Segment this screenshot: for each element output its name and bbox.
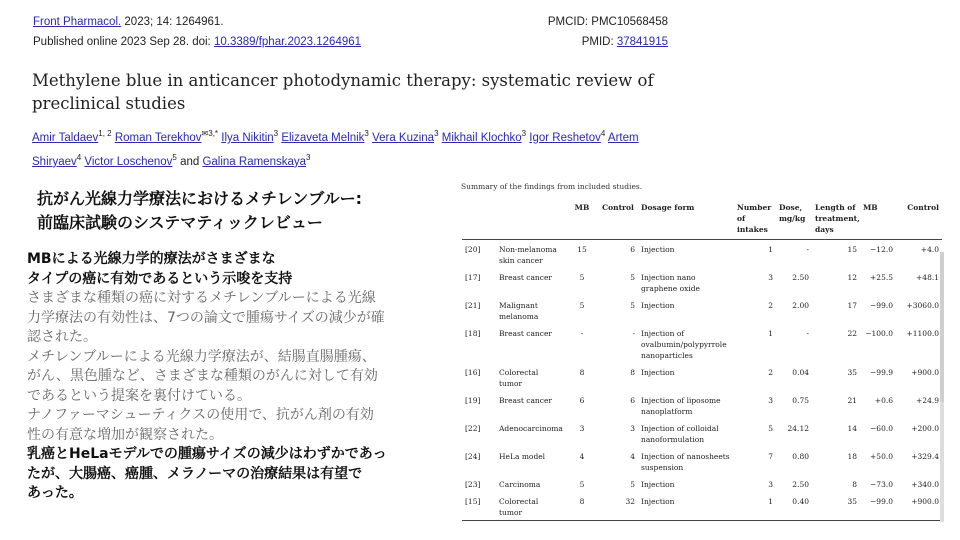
cell-control-change: +48.1 bbox=[916, 273, 939, 282]
cell-ref: [17] bbox=[465, 273, 481, 282]
cell-mb-n: 3 bbox=[579, 424, 585, 433]
cell-ref: [23] bbox=[465, 480, 481, 489]
cell-control-n: 5 bbox=[630, 301, 635, 310]
author-link[interactable]: Ilya Nikitin bbox=[221, 131, 274, 144]
cell-mb-n: - bbox=[580, 329, 584, 338]
header-intakes: Number of intakes bbox=[734, 198, 776, 240]
table-row bbox=[462, 268, 942, 296]
cell-dose: 2.00 bbox=[792, 301, 809, 310]
cell-length: 17 bbox=[847, 301, 857, 310]
table-row bbox=[462, 447, 942, 475]
cell-mb-n: 5 bbox=[579, 301, 585, 310]
cell-mb-n: 5 bbox=[579, 273, 585, 282]
published-text: Published online 2023 Sep 28. doi: bbox=[33, 36, 214, 48]
cell-control-change: +3060.0 bbox=[906, 301, 939, 310]
summary-line: メチレンブルーによる光線力学療法が、結腸直腸腫瘍、 bbox=[27, 348, 376, 365]
cell-mb-n: 8 bbox=[566, 492, 598, 521]
summary-highlight-line: あった。 bbox=[27, 485, 83, 501]
cell-mb-change: −73.0 bbox=[870, 480, 893, 489]
findings-table bbox=[462, 198, 942, 521]
cell-control-n: - bbox=[632, 329, 635, 338]
summary-line: 性の有意な増加が観察された。 bbox=[27, 426, 223, 443]
cell-ref: [20] bbox=[465, 245, 481, 254]
summary-line: がん、黒色腫など、さまざまな種類のがんに対して有効 bbox=[27, 368, 378, 384]
pmcid: PMCID: PMC10568458 bbox=[547, 16, 668, 28]
cell-length: 35 bbox=[812, 492, 860, 521]
header-control-change: Control bbox=[896, 198, 942, 240]
table-row bbox=[462, 419, 942, 447]
cell-dosage-form: Injection bbox=[641, 480, 675, 489]
cell-model: Breast cancer bbox=[499, 329, 552, 338]
cell-control-n: 32 bbox=[598, 492, 638, 521]
cell-control-change: +900.0 bbox=[911, 368, 939, 377]
cell-dose: 24.12 bbox=[787, 424, 809, 433]
cell-control-change: +900.0 bbox=[896, 492, 942, 521]
summary-line: さまざまな種類の癌に対するメチレンブルーによる光線 bbox=[27, 290, 376, 306]
author-link[interactable]: Galina Ramenskaya bbox=[202, 155, 307, 168]
header-mb-n: MB bbox=[566, 198, 598, 240]
summary-text bbox=[27, 250, 437, 504]
cell-dosage-form: Injection bbox=[638, 492, 734, 521]
cell-model: Malignant melanoma bbox=[499, 301, 539, 321]
cell-control-change: +340.0 bbox=[911, 480, 939, 489]
summary-line: であるという提案を裏付けている。 bbox=[27, 387, 251, 404]
cell-length: 35 bbox=[847, 368, 857, 377]
cell-dosage-form: Injection bbox=[641, 301, 675, 310]
cell-model: Non-melanoma skin cancer bbox=[499, 245, 557, 265]
cell-intakes: 1 bbox=[734, 492, 776, 521]
cell-model: Breast cancer bbox=[499, 273, 552, 282]
japanese-title bbox=[37, 187, 437, 235]
cell-ref: [21] bbox=[465, 301, 481, 310]
japanese-title-line: 前臨床試験のシステマティックレビュー bbox=[37, 213, 323, 232]
cell-length: 8 bbox=[852, 480, 857, 489]
japanese-title-line: 抗がん光線力学療法におけるメチレンブルー: bbox=[37, 189, 363, 208]
cell-mb-change: −12.0 bbox=[870, 245, 893, 254]
table-row bbox=[462, 296, 942, 324]
cell-model: HeLa model bbox=[499, 452, 546, 461]
table-body bbox=[462, 240, 942, 521]
cell-mb-change: −99.0 bbox=[870, 301, 893, 310]
cell-control-n: 5 bbox=[630, 273, 635, 282]
cell-control-n: 6 bbox=[630, 245, 635, 254]
cell-dosage-form: Injection bbox=[641, 368, 675, 377]
identifier-block bbox=[480, 12, 668, 52]
table-caption: Summary of the findings from included studies. bbox=[461, 182, 643, 191]
cell-control-change: +200.0 bbox=[911, 424, 939, 433]
cell-control-n: 6 bbox=[630, 396, 635, 405]
cell-mb-change: +50.0 bbox=[870, 452, 893, 461]
author-link[interactable]: Elizaveta Melnik bbox=[281, 131, 365, 144]
cell-intakes: 2 bbox=[768, 368, 773, 377]
cell-length: 14 bbox=[847, 424, 857, 433]
cell-ref: [18] bbox=[465, 329, 481, 338]
cell-mb-change: −100.0 bbox=[865, 329, 893, 338]
author-link[interactable]: Mikhail Klochko bbox=[441, 131, 522, 144]
cell-dosage-form: Injection nano graphene oxide bbox=[641, 273, 700, 293]
cell-dose: 0.75 bbox=[792, 396, 809, 405]
summary-highlight-line: タイプの癌に有効であるという示唆を支持 bbox=[27, 270, 293, 287]
affiliation-mark: 4 bbox=[600, 129, 606, 138]
affiliation-mark: 3 bbox=[273, 129, 279, 138]
affiliation-mark: 3 bbox=[364, 129, 369, 138]
author-link[interactable]: Artem Shiryaev bbox=[32, 131, 639, 168]
pmid-line bbox=[480, 32, 668, 52]
author-link[interactable]: Roman Terekhov bbox=[114, 131, 202, 144]
summary-line: 認された。 bbox=[27, 329, 97, 345]
cell-dosage-form: Injection of colloidal nanoformulation bbox=[641, 424, 719, 444]
author-link[interactable]: Victor Loschenov bbox=[84, 155, 173, 168]
cell-ref: [16] bbox=[465, 368, 481, 377]
summary-highlight-line: MBによる光線力学的療法がさまざまな bbox=[27, 251, 276, 267]
cell-mb-change: +25.5 bbox=[870, 273, 893, 282]
affiliation-mark: 4 bbox=[76, 152, 82, 162]
affiliation-mark: 3 bbox=[521, 129, 527, 138]
cell-model: Adenocarcinoma bbox=[499, 424, 563, 433]
summary-line: ナノファーマシューティクスの使用で、抗がん剤の有効 bbox=[27, 407, 374, 423]
pmid-label: PMID: bbox=[581, 36, 617, 48]
header-model bbox=[496, 198, 566, 240]
cell-length: 18 bbox=[847, 452, 857, 461]
cell-length: 12 bbox=[847, 273, 857, 282]
citation-text: 2023; 14: 1264961. bbox=[121, 16, 224, 28]
cell-dose: 2.50 bbox=[792, 273, 809, 282]
cell-mb-change: −60.0 bbox=[870, 424, 893, 433]
header-dose: Dose, mg/kg bbox=[776, 198, 812, 240]
cell-dose: 0.04 bbox=[792, 368, 809, 377]
summary-line: 力学療法の有効性は、7つの論文で腫瘍サイズの減少が確 bbox=[27, 309, 385, 326]
cell-mb-n: 4 bbox=[579, 452, 585, 461]
cell-control-n: 5 bbox=[630, 480, 635, 489]
cell-intakes: 7 bbox=[768, 452, 773, 461]
cell-intakes: 1 bbox=[768, 329, 773, 338]
affiliation-mark: 5 bbox=[172, 152, 177, 162]
cell-control-n: 3 bbox=[630, 424, 635, 433]
table-row bbox=[462, 391, 942, 419]
cell-length: 15 bbox=[847, 245, 857, 254]
table-row bbox=[462, 324, 942, 363]
affiliation-mark: 3 bbox=[306, 152, 311, 162]
author-list bbox=[32, 124, 682, 172]
cell-model: Colorectal tumor bbox=[496, 492, 566, 521]
cell-intakes: 1 bbox=[768, 245, 773, 254]
cell-intakes: 2 bbox=[768, 301, 773, 310]
cell-control-n: 4 bbox=[630, 452, 635, 461]
paper-title: Methylene blue in anticancer photodynamic therapy: systematic review of preclinical studies bbox=[32, 71, 654, 113]
cell-ref: [15] bbox=[462, 492, 496, 521]
published-line bbox=[33, 32, 433, 52]
cell-dosage-form: Injection of nanosheets suspension bbox=[641, 452, 730, 472]
affiliation-mark: 1, 2 bbox=[98, 129, 112, 138]
cell-dosage-form: Injection bbox=[641, 245, 675, 254]
cell-control-change: +1100.0 bbox=[906, 329, 939, 338]
cell-mb-change: +0.6 bbox=[874, 396, 893, 405]
header-ref bbox=[462, 198, 496, 240]
cell-dose: - bbox=[806, 245, 809, 254]
affiliation-mark: ✉3,* bbox=[201, 129, 219, 138]
author-link[interactable]: Vera Kuzina bbox=[372, 131, 435, 144]
cell-model: Breast cancer bbox=[499, 396, 552, 405]
cell-model: Carcinoma bbox=[499, 480, 541, 489]
table-row bbox=[462, 492, 942, 521]
cell-control-change: +24.9 bbox=[916, 396, 939, 405]
cell-dosage-form: Injection of ovalbumin/polypyrrole nanoparticles bbox=[641, 329, 727, 360]
cell-dose: 2.50 bbox=[792, 480, 809, 489]
summary-highlight-line: たが、大腸癌、癌腫、メラノーマの治療結果は有望で bbox=[27, 465, 363, 482]
cell-length: 22 bbox=[847, 329, 857, 338]
cell-mb-change: −99.0 bbox=[860, 492, 896, 521]
header-control-n: Control bbox=[598, 198, 638, 240]
author-separator: and bbox=[176, 155, 203, 168]
cell-ref: [22] bbox=[465, 424, 481, 433]
cell-intakes: 3 bbox=[768, 396, 773, 405]
cell-mb-n: 6 bbox=[579, 396, 585, 405]
table-row bbox=[462, 363, 942, 391]
header-dosage-form: Dosage form bbox=[638, 198, 734, 240]
cell-ref: [24] bbox=[465, 452, 481, 461]
cell-mb-change: −99.9 bbox=[870, 368, 893, 377]
cell-control-change: +329.4 bbox=[911, 452, 939, 461]
cell-mb-n: 5 bbox=[579, 480, 585, 489]
pmid-link[interactable]: 37841915 bbox=[616, 36, 668, 48]
header-mb-change: MB bbox=[860, 198, 896, 240]
cell-mb-n: 8 bbox=[579, 368, 585, 377]
cell-intakes: 5 bbox=[768, 424, 773, 433]
cell-intakes: 3 bbox=[768, 273, 773, 282]
citation-line bbox=[33, 12, 433, 32]
cell-mb-n: 15 bbox=[577, 245, 587, 254]
table-header-row bbox=[462, 198, 942, 240]
cell-ref: [19] bbox=[465, 396, 481, 405]
cell-model: Colorectal tumor bbox=[499, 368, 539, 388]
cell-dose: 0.80 bbox=[792, 452, 809, 461]
table-row bbox=[462, 475, 942, 492]
cell-control-n: 8 bbox=[630, 368, 635, 377]
cell-dose: - bbox=[806, 329, 809, 338]
summary-highlight-line: 乳癌とHeLaモデルでの腫瘍サイズの減少はわずかであっ bbox=[27, 446, 387, 462]
affiliation-mark: 3 bbox=[434, 129, 439, 138]
scrollbar-thumb[interactable] bbox=[940, 252, 944, 402]
citation-block bbox=[33, 12, 433, 52]
journal-link[interactable]: Front Pharmacol. bbox=[33, 16, 122, 28]
header-length: Length of treatment, days bbox=[812, 198, 860, 240]
author-link[interactable]: Igor Reshetov bbox=[529, 131, 601, 144]
doi-link[interactable]: 10.3389/fphar.2023.1264961 bbox=[213, 36, 362, 48]
table-row bbox=[462, 240, 942, 269]
cell-intakes: 3 bbox=[768, 480, 773, 489]
cell-control-change: +4.0 bbox=[920, 245, 939, 254]
author-link[interactable]: Amir Taldaev bbox=[32, 131, 99, 144]
cell-dosage-form: Injection of liposome nanoplatform bbox=[641, 396, 721, 416]
cell-length: 21 bbox=[847, 396, 857, 405]
cell-dose: 0.40 bbox=[776, 492, 812, 521]
